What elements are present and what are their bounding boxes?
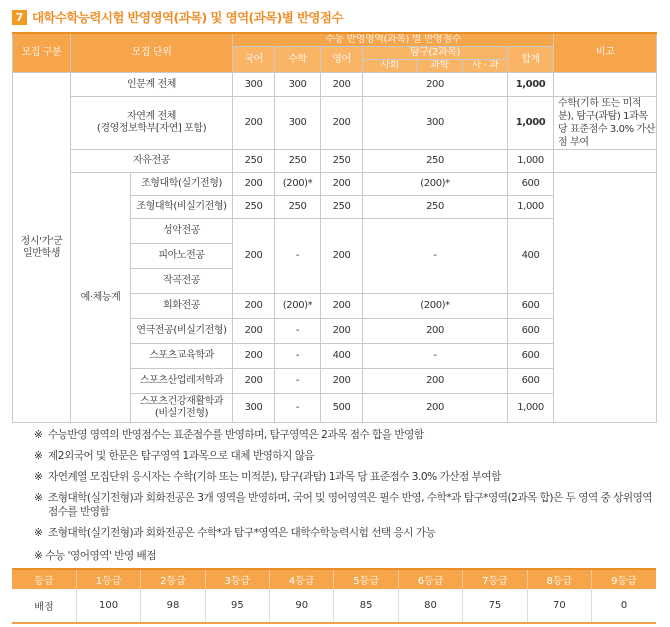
unit-sports-health-label: 스포츠건강재활학과 [139, 396, 224, 407]
cell-inquiry: 250 [363, 150, 508, 173]
cell-total: 1,000 [508, 97, 554, 150]
section-title [12, 7, 343, 27]
cell-english: 250 [321, 150, 363, 173]
cell-total: 1,000 [508, 73, 554, 97]
header-note: 비고 [554, 33, 657, 73]
english-score-title: ※ 수능 '영어영역' 반영 배점 [34, 550, 157, 562]
cell-inquiry: - [363, 219, 508, 294]
cell-inquiry: (200)* [363, 173, 508, 196]
cell-inquiry: 200 [363, 319, 508, 344]
note-text: 자연계열 모집단위 응시자는 수학(기하 또는 미적분), 탐구(과탐) 1과목 당 표준점수 3.0% 가산점 부여함 [48, 471, 501, 483]
grade-row-label: 배점 [12, 589, 76, 623]
cell-math: - [275, 369, 321, 394]
cell-english: 200 [321, 369, 363, 394]
unit-design-practical: 조형대학(실기전형) [131, 173, 233, 196]
section-number-badge: 7 [12, 10, 27, 25]
grade-header: 8등급 [527, 569, 591, 589]
note-text: 조형대학(실기전형)과 회화전공은 수학*과 탐구*영역은 대학수학능력시험 선택 응시 가능 [48, 527, 436, 539]
note-mark: ※ [34, 492, 43, 504]
cell-math: 250 [275, 150, 321, 173]
cell-inquiry: 200 [363, 369, 508, 394]
cell-inquiry: (200)* [363, 294, 508, 319]
recruit-group-label: 정시'가'군 일반학생 [20, 235, 63, 259]
cell-math: - [275, 219, 321, 294]
grade-score: 70 [527, 589, 591, 623]
note-text: 조형대학(실기전형)과 회화전공은 3개 영역을 반영하며, 국어 및 영어영역은 필수 반영, 수학*과 탐구*영역(2과목 합)은 두 영역 중 상위영역 점수를 반영함 [48, 492, 653, 518]
grade-score: 80 [398, 589, 462, 623]
note-mark: ※ [34, 429, 43, 441]
cell-english: 200 [321, 73, 363, 97]
cell-total: 400 [508, 219, 554, 294]
grade-score: 95 [205, 589, 269, 623]
cell-korean: 200 [233, 219, 275, 294]
note-mark: ※ [34, 450, 43, 462]
cell-korean: 250 [233, 150, 275, 173]
list-item [34, 526, 664, 540]
score-table [12, 32, 657, 423]
header-csat: 수능 반영영역(과목) 별 반영점수 [233, 33, 554, 47]
cell-english: 400 [321, 344, 363, 369]
grade-header: 5등급 [334, 569, 398, 589]
grade-score: 100 [76, 589, 140, 623]
unit-humanities: 인문계 전체 [71, 73, 233, 97]
cell-inquiry: 300 [363, 97, 508, 150]
unit-natural-label: 자연계 전체 [126, 111, 177, 122]
header-socsci: 사 · 과 [463, 60, 508, 73]
cell-total: 600 [508, 294, 554, 319]
cell-english: 500 [321, 394, 363, 423]
cell-total: 600 [508, 344, 554, 369]
note-text: 수능반영 영역의 반영점수는 표준점수를 반영하며, 탐구영역은 2과목 점수 합을 반영함 [48, 429, 424, 441]
cell-total: 1,000 [508, 196, 554, 219]
cell-korean: 300 [233, 394, 275, 423]
section-title-text: 대학수학능력시험 반영영역(과목) 및 영역(과목)별 반영점수 [32, 10, 343, 25]
cell-note [554, 73, 657, 97]
cell-english: 200 [321, 319, 363, 344]
grade-header: 1등급 [76, 569, 140, 589]
unit-design-nonpractical: 조형대학(비실기전형) [131, 196, 233, 219]
unit-natural [71, 97, 233, 150]
cell-english: 200 [321, 173, 363, 196]
cell-note [554, 150, 657, 173]
cell-korean: 200 [233, 97, 275, 150]
cell-inquiry: - [363, 344, 508, 369]
table-row [12, 589, 656, 623]
recruit-group-cell [13, 73, 71, 423]
table-row [13, 97, 657, 150]
table-row [13, 150, 657, 173]
unit-sports-industry: 스포츠산업레저학과 [131, 369, 233, 394]
unit-sports-edu: 스포츠교육학과 [131, 344, 233, 369]
cell-math: - [275, 344, 321, 369]
note-text: 제2외국어 및 한문은 탐구영역 1과목으로 대체 반영하지 않음 [48, 450, 315, 462]
unit-painting: 회화전공 [131, 294, 233, 319]
header-recruit: 모집 구분 [13, 33, 71, 73]
cell-inquiry: 200 [363, 73, 508, 97]
cell-korean: 200 [233, 344, 275, 369]
cell-english: 200 [321, 219, 363, 294]
note-mark: ※ [34, 471, 43, 483]
cell-math: (200)* [275, 173, 321, 196]
cell-english: 250 [321, 196, 363, 219]
cell-korean: 300 [233, 73, 275, 97]
header-social: 사회 [363, 60, 417, 73]
grade-score: 75 [463, 589, 527, 623]
notes-list [34, 428, 664, 547]
cell-total: 600 [508, 319, 554, 344]
cell-english: 200 [321, 97, 363, 150]
cell-math: - [275, 394, 321, 423]
header-math: 수학 [275, 47, 321, 73]
cell-total: 1,000 [508, 150, 554, 173]
english-grade-table [12, 568, 656, 624]
list-item [34, 449, 664, 463]
list-item [34, 470, 664, 484]
cell-math: 250 [275, 196, 321, 219]
unit-liberal: 자유전공 [71, 150, 233, 173]
cell-inquiry: 200 [363, 394, 508, 423]
header-total: 합계 [508, 47, 554, 73]
arts-group-label: 예·체능계 [80, 291, 121, 303]
header-science: 과학 [417, 60, 463, 73]
grade-header: 9등급 [592, 569, 656, 589]
cell-korean: 200 [233, 369, 275, 394]
table-row [13, 173, 657, 196]
cell-total: 600 [508, 173, 554, 196]
unit-composition: 작곡전공 [131, 269, 233, 294]
list-item [34, 428, 664, 442]
cell-note: 수학(기하 또는 미적분), 탐구(과탐) 1과목 당 표준점수 3.0% 가산점 부여 [554, 97, 657, 150]
cell-korean: 250 [233, 196, 275, 219]
cell-math: 300 [275, 73, 321, 97]
unit-vocal: 성악전공 [131, 219, 233, 244]
cell-math: 300 [275, 97, 321, 150]
note-mark: ※ [34, 527, 43, 539]
grade-header: 6등급 [398, 569, 462, 589]
arts-note-cell [554, 173, 657, 423]
cell-korean: 200 [233, 294, 275, 319]
unit-theater: 연극전공(비실기전형) [131, 319, 233, 344]
grade-header-label: 등급 [12, 569, 76, 589]
header-inquiry: 탐구(2과목) [363, 47, 508, 60]
list-item [34, 491, 664, 519]
unit-piano: 피아노전공 [131, 244, 233, 269]
grade-score: 0 [592, 589, 656, 623]
grade-header: 4등급 [270, 569, 334, 589]
cell-total: 600 [508, 369, 554, 394]
table-row [13, 73, 657, 97]
cell-math: (200)* [275, 294, 321, 319]
arts-group-cell [71, 173, 131, 423]
grade-header: 3등급 [205, 569, 269, 589]
grade-score: 98 [141, 589, 205, 623]
cell-english: 200 [321, 294, 363, 319]
unit-sports-health-sub: (비실기전형) [154, 408, 209, 419]
cell-math: - [275, 319, 321, 344]
cell-korean: 200 [233, 173, 275, 196]
header-unit: 모집 단위 [71, 33, 233, 73]
header-english: 영어 [321, 47, 363, 73]
cell-korean: 200 [233, 319, 275, 344]
unit-natural-sub: (경영정보학부[자연] 포함) [96, 123, 207, 134]
cell-inquiry: 250 [363, 196, 508, 219]
grade-header: 7등급 [463, 569, 527, 589]
cell-total: 1,000 [508, 394, 554, 423]
unit-sports-health [131, 394, 233, 423]
grade-score: 90 [270, 589, 334, 623]
grade-score: 85 [334, 589, 398, 623]
grade-header: 2등급 [141, 569, 205, 589]
header-korean: 국어 [233, 47, 275, 73]
